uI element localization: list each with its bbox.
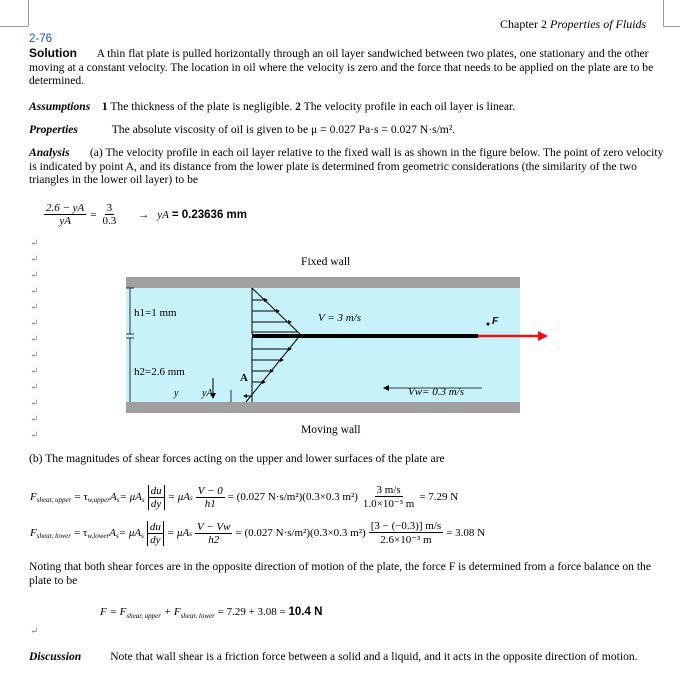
eq1-rhs-fraction — [101, 202, 119, 227]
running-header — [500, 18, 680, 32]
eq-upper-val-den: 1.0×10⁻³ m — [362, 498, 415, 510]
eq1-result-var: yA — [157, 208, 169, 221]
equation-shear-lower: F shear, lower = τ w,lower A s = μA s $\frac{du}{dy}$ = μAs $\frac{V - Vw}{h2}$ = (0.027 N·s/m²)(0.3×0.3 m²) $\frac{[3 - (-0.3)] m/s}{\text{2.6×10⁻³ m}}$ = 3.08 N — [30, 520, 486, 546]
part-b-paragraph: (b) The magnitudes of shear forces acting on the upper and lower surfaces of the plate are — [29, 452, 445, 465]
solution-label: Solution — [29, 46, 77, 60]
solution-text: A thin flat plate is pulled horizontally through an oil layer sandwiched between two plates, one stationary and the other moving at a constant velocity. The location in oil where the velocity is zero and the force that needs to be applied on the plate are to be determined. — [29, 47, 654, 87]
point-a-label: A — [240, 372, 248, 384]
eq-lower-value-fraction — [369, 520, 443, 546]
moving-wall-label: Moving wall — [301, 423, 361, 436]
eq-lower-val-den: 2.6×10⁻³ m — [380, 534, 432, 546]
eq-upper-tau: = τ — [74, 491, 88, 503]
eq-lower-mua: = μA — [118, 527, 142, 539]
eq-lower-frac-num: V − Vw — [196, 520, 231, 533]
properties-label: Properties — [29, 123, 78, 136]
eq-lower-tau: = τ — [73, 527, 88, 539]
assumption-1-number: 1 — [101, 100, 108, 113]
eq-lower-a-sub: s — [115, 532, 119, 540]
eq1-rhs-num: 3 — [106, 202, 113, 214]
force-label: F — [492, 316, 499, 327]
pilcrow-before-discussion: ↵ — [30, 626, 39, 637]
crop-mark-left-v — [28, 0, 29, 26]
solution-paragraph — [29, 47, 669, 88]
assumption-2-text: The velocity profile in each oil layer is linear. — [303, 100, 516, 113]
eq-final-result: 10.4 N — [288, 606, 323, 618]
eq-final-sub2: shear, lower — [180, 612, 215, 620]
eq-upper-frac-den: h1 — [204, 497, 216, 510]
eq1-rhs-den: 0.3 — [102, 215, 117, 227]
moving-wall — [126, 402, 520, 413]
eq-upper-f: F — [30, 491, 37, 503]
eq-lower-a: A — [109, 527, 116, 539]
assumptions-label: Assumptions — [29, 100, 91, 113]
discussion-text: Note that wall shear is a friction force between a solid and a liquid, and it acts in the opposite direction of motion. — [110, 650, 638, 663]
force-arrow-head — [538, 331, 548, 341]
eq-upper-tau-sub: w,upper — [87, 496, 110, 504]
eq-upper-value-fraction — [361, 484, 416, 510]
pilcrow-column: ↵ ↵ ↵ ↵ ↵ ↵ ↵ ↵ ↵ ↵ ↵ ↵ ↵ — [30, 238, 39, 441]
eq1-arrow: → — [138, 208, 150, 221]
chapter-label: Chapter 2 — [500, 17, 547, 31]
eq-lower-f: F — [30, 527, 37, 539]
eq-lower-frac-den: h2 — [208, 533, 220, 546]
ya-label: yA — [202, 388, 213, 399]
eq-upper-frac-num: V − 0 — [197, 484, 223, 497]
force-point — [487, 323, 490, 326]
thin-plate — [252, 334, 478, 338]
eq-lower-tau-sub: w,lower — [87, 532, 110, 540]
assumptions-paragraph — [29, 100, 669, 114]
discussion-paragraph — [29, 650, 669, 664]
eq-final-values: = 7.29 + 3.08 = — [217, 606, 289, 618]
equation-shear-upper: F shear, upper = τ w,upper A s = μA s $\frac{du}{dy}$ = μAs $\frac{V - 0}{h1}$ = (0.027 N·s/m²)(0.3×0.3 m²) $\frac{3 m/s}{\text{1.0×10⁻³ m}}$ = 7.29 N — [30, 484, 459, 510]
y-label: y — [174, 388, 179, 399]
oil-layer-figure — [110, 250, 560, 440]
eq-upper-result: = 7.29 N — [419, 491, 459, 503]
assumption-1-text: The thickness of the plate is negligible. — [110, 100, 293, 113]
eq-lower-result: = 3.08 N — [446, 527, 486, 539]
eq-lower-f-sub: shear, lower — [36, 532, 71, 540]
eq-final-sub1: shear, upper — [126, 612, 161, 620]
eq-upper-mua-sub: s — [141, 496, 145, 504]
eq-lower-val-num: [3 − (−0.3)] m/s — [370, 520, 442, 532]
analysis-label: Analysis — [29, 146, 70, 159]
h2-label: h2=2.6 mm — [134, 366, 185, 378]
eq-upper-a: A — [109, 491, 117, 503]
eq-lower-dy: dy — [150, 533, 161, 546]
chapter-title: Properties of Fluids — [550, 17, 647, 31]
eq1-result: = 0.23636 mm — [171, 208, 247, 221]
fixed-wall — [126, 277, 520, 288]
eq-lower-values: = (0.027 N·s/m²)(0.3×0.3 m²) — [235, 527, 366, 539]
eq-upper-f-sub: shear, upper — [36, 496, 72, 504]
equation-zero-velocity: $\frac{2.6 - yA}{yA}$ = $\frac{3}{0.3}$ → yA = 0.23636 mm — [46, 202, 247, 227]
eq-upper-du: du — [150, 484, 162, 497]
eq-upper-a-sub: s — [116, 496, 120, 504]
eq-upper-dy: dy — [150, 497, 162, 510]
wall-velocity-label: Vw= 0.3 m/s — [408, 386, 465, 398]
equation-force-balance — [100, 606, 322, 618]
eq-upper-fraction — [196, 485, 225, 510]
crop-mark-left-h — [0, 26, 28, 27]
fixed-wall-label: Fixed wall — [301, 255, 351, 268]
eq-lower-mua-sub: s — [141, 532, 144, 540]
eq-upper-val-num: 3 m/s — [376, 484, 401, 496]
properties-text: The absolute viscosity of oil is given to be μ = 0.027 Pa·s = 0.027 N·s/m². — [111, 123, 456, 136]
assumption-2-number: 2 — [295, 100, 301, 113]
eq-lower-fraction — [195, 521, 233, 546]
eq1-lhs-fraction — [44, 202, 86, 227]
oil-layer — [126, 288, 520, 402]
properties-paragraph — [29, 123, 669, 137]
problem-number: 2-76 — [29, 33, 53, 45]
noting-paragraph: Noting that both shear forces are in the opposite direction of motion of the plate, the force F is determined from a force balance on the plate to be — [29, 560, 651, 587]
eq-upper-values: = (0.027 N·s/m²)(0.3×0.3 m²) — [227, 491, 358, 503]
h1-label: h1=1 mm — [134, 307, 177, 319]
analysis-paragraph — [29, 146, 669, 187]
plate-velocity-label: V = 3 m/s — [318, 312, 361, 324]
eq-final-plus: + F — [163, 606, 181, 618]
eq1-lhs-den: yA — [59, 215, 71, 227]
eq-lower-du: du — [149, 520, 161, 533]
eq-final-lhs: F = F — [100, 606, 127, 618]
analysis-text: (a) The velocity profile in each oil layer relative to the fixed wall is as shown in the figure below. The point of zero velocity is indicated by point A, and its distance from the lower plate is determined from geometric considerations (the similarity of the two triangles in the lower oil layer) to be — [29, 146, 664, 186]
discussion-label: Discussion — [29, 650, 82, 663]
eq1-lhs-num: 2.6 − yA — [46, 202, 85, 214]
eq-upper-derivative — [148, 485, 165, 510]
eq-lower-derivative — [147, 521, 164, 546]
eq-upper-mua: = μA — [119, 491, 142, 503]
